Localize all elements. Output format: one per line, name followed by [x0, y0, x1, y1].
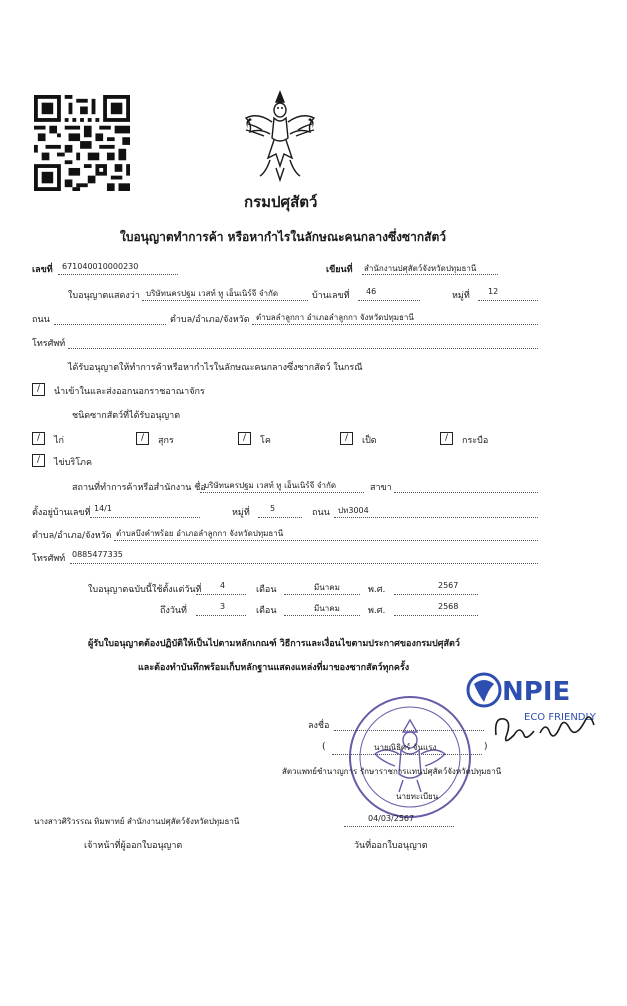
import-checkbox: /: [32, 383, 45, 396]
written-at-label: เขียนที่: [326, 265, 353, 275]
place-line: [200, 492, 364, 493]
valid-to-month-label: เดือน: [256, 606, 277, 616]
phone2-label: โทรศัพท์: [32, 554, 66, 564]
valid-from-day: 4: [220, 581, 226, 590]
license-no-label: เลขที่: [32, 265, 53, 275]
department-title: กรมปศุสัตว์: [244, 193, 318, 211]
valid-from-month-line: [284, 594, 360, 595]
district-line: [252, 324, 538, 325]
conditions-line2: และต้องทำบันทึกพร้อมเก็บหลักฐานแสดงแหล่งที่มาของซากสัตว์ทุกครั้ง: [138, 663, 410, 673]
officer-role: เจ้าหน้าที่ผู้ออกใบอนุญาต: [84, 841, 183, 851]
address2-value: ตำบลบึงคำพร้อย อำเภอลำลูกกา จังหวัดปทุมธานี: [116, 529, 284, 538]
certify-label: ใบอนุญาตแสดงว่า: [68, 291, 140, 301]
type-pig: สุกร: [158, 436, 174, 446]
road-label: ถนน: [32, 315, 50, 325]
valid-to-label: ถึงวันที่: [160, 606, 187, 616]
registrar-label: นายทะเบียน: [396, 792, 439, 801]
certify-house-label: บ้านเลขที่: [312, 291, 350, 301]
qr-code: [34, 95, 130, 191]
valid-to-day-line: [196, 615, 246, 616]
license-no-line: [58, 274, 178, 275]
permission-text: ได้รับอนุญาตให้ทำการค้าหรือหากำไรในลักษณะคนกลางซึ่งซากสัตว์ ในกรณี: [68, 363, 363, 373]
certify-name: บริษัทนครปฐม เวสท์ ทู เอ็นเนิร์จี จำกัด: [146, 289, 279, 298]
address-moo: 5: [270, 504, 276, 513]
branch-label: สาขา: [370, 483, 392, 493]
npie-stamp-subtext: ECO FRIENDLY: [524, 712, 596, 723]
handwritten-signature: [490, 705, 600, 750]
phone2-line: [70, 563, 538, 564]
address-road-line: [334, 517, 538, 518]
issue-date-line: [344, 826, 454, 827]
cattle-checkbox: /: [238, 432, 251, 445]
road-line: [54, 324, 166, 325]
types-label: ชนิดซากสัตว์ที่ได้รับอนุญาต: [72, 411, 181, 421]
signer-name: นายณิธิศร์ จันแรง: [374, 743, 437, 752]
garuda-emblem-icon: [240, 88, 320, 183]
import-label: นำเข้าในและส่งออกนอกราชอาณาจักร: [54, 387, 205, 397]
phone1-label: โทรศัพท์: [32, 339, 66, 349]
signer-title: สัตวแพทย์ชำนาญการ รักษาราชการแทนปศุสัตว์จังหวัดปทุมธานี: [282, 767, 502, 776]
sign-label: ลงชื่อ: [308, 721, 330, 731]
duck-checkbox: /: [340, 432, 353, 445]
place-name: บริษัทนครปฐม เวสท์ ทู เอ็นเนิร์จี จำกัด: [204, 481, 337, 490]
valid-to-year: 2568: [438, 602, 459, 611]
valid-to-month: มีนาคม: [314, 604, 340, 613]
valid-from-year-line: [394, 594, 478, 595]
conditions-line1: ผู้รับใบอนุญาตต้องปฏิบัติให้เป็นไปตามหลักเกณฑ์ วิธีการและเงื่อนไขตามประกาศของกรมปศุสัตว์: [88, 639, 460, 649]
certify-moo-label: หมู่ที่: [452, 291, 470, 301]
type-buffalo: กระบือ: [462, 436, 489, 446]
type-chicken: ไก่: [54, 436, 64, 446]
address-road-label: ถนน: [312, 508, 330, 518]
certify-house-line: [358, 300, 420, 301]
valid-to-month-line: [284, 615, 360, 616]
address-house-label: ตั้งอยู่บ้านเลขที่: [32, 508, 91, 518]
branch-line: [394, 492, 538, 493]
sign-close-paren: ): [484, 742, 488, 752]
place-label: สถานที่ทำการค้าหรือสำนักงาน ชื่อ: [72, 483, 206, 493]
address-moo-label: หมู่ที่: [232, 508, 250, 518]
buffalo-checkbox: /: [440, 432, 453, 445]
valid-to-year-line: [394, 615, 478, 616]
type-egg: ไข่บริโภค: [54, 458, 93, 468]
officer-name: นางสาวศิริวรรณ ทิมพาทย์ สำนักงานปศุสัตว์จังหวัดปทุมธานี: [34, 817, 240, 826]
certify-moo-line: [478, 300, 538, 301]
pig-checkbox: /: [136, 432, 149, 445]
address-house-line: [90, 517, 200, 518]
valid-to-day: 3: [220, 602, 226, 611]
egg-checkbox: /: [32, 454, 45, 467]
phone2-value: 0885477335: [72, 550, 123, 559]
district-label: ตำบล/อำเภอ/จังหวัด: [170, 315, 250, 325]
license-no-value: 671040010000230: [62, 262, 139, 271]
address2-line: [114, 540, 538, 541]
valid-from-month: มีนาคม: [314, 583, 340, 592]
type-duck: เป็ด: [362, 436, 377, 446]
phone1-line: [68, 348, 538, 349]
valid-from-year: 2567: [438, 581, 459, 590]
issue-date: 04/03/2567: [368, 814, 415, 823]
address-house-no: 14/1: [94, 504, 112, 513]
address-road: ปท3004: [338, 506, 369, 515]
valid-from-month-label: เดือน: [256, 585, 277, 595]
valid-from-year-label: พ.ศ.: [368, 585, 386, 595]
license-title: ใบอนุญาตทำการค้า หรือหากำไรในลักษณะคนกลางซึ่งซากสัตว์: [120, 230, 447, 244]
certify-house-no: 46: [366, 287, 377, 296]
valid-to-year-label: พ.ศ.: [368, 606, 386, 616]
district-value: ตำบลลำลูกกา อำเภอลำลูกกา จังหวัดปทุมธานี: [256, 313, 414, 322]
address2-label: ตำบล/อำเภอ/จังหวัด: [32, 531, 112, 541]
certify-line: [142, 300, 308, 301]
type-cattle: โค: [260, 436, 271, 446]
issue-date-label: วันที่ออกใบอนุญาต: [354, 841, 428, 851]
sign-open-paren: (: [322, 742, 326, 752]
valid-from-day-line: [196, 594, 246, 595]
written-at-value: สำนักงานปศุสัตว์จังหวัดปทุมธานี: [364, 264, 477, 273]
sign-line: [334, 730, 484, 731]
chicken-checkbox: /: [32, 432, 45, 445]
signer-name-line: [332, 754, 482, 755]
npie-stamp-text: NPIE: [502, 677, 571, 707]
valid-from-label: ใบอนุญาตฉบับนี้ใช้ตั้งแต่วันที่: [88, 585, 202, 595]
address-moo-line: [258, 517, 302, 518]
certify-moo: 12: [488, 287, 499, 296]
